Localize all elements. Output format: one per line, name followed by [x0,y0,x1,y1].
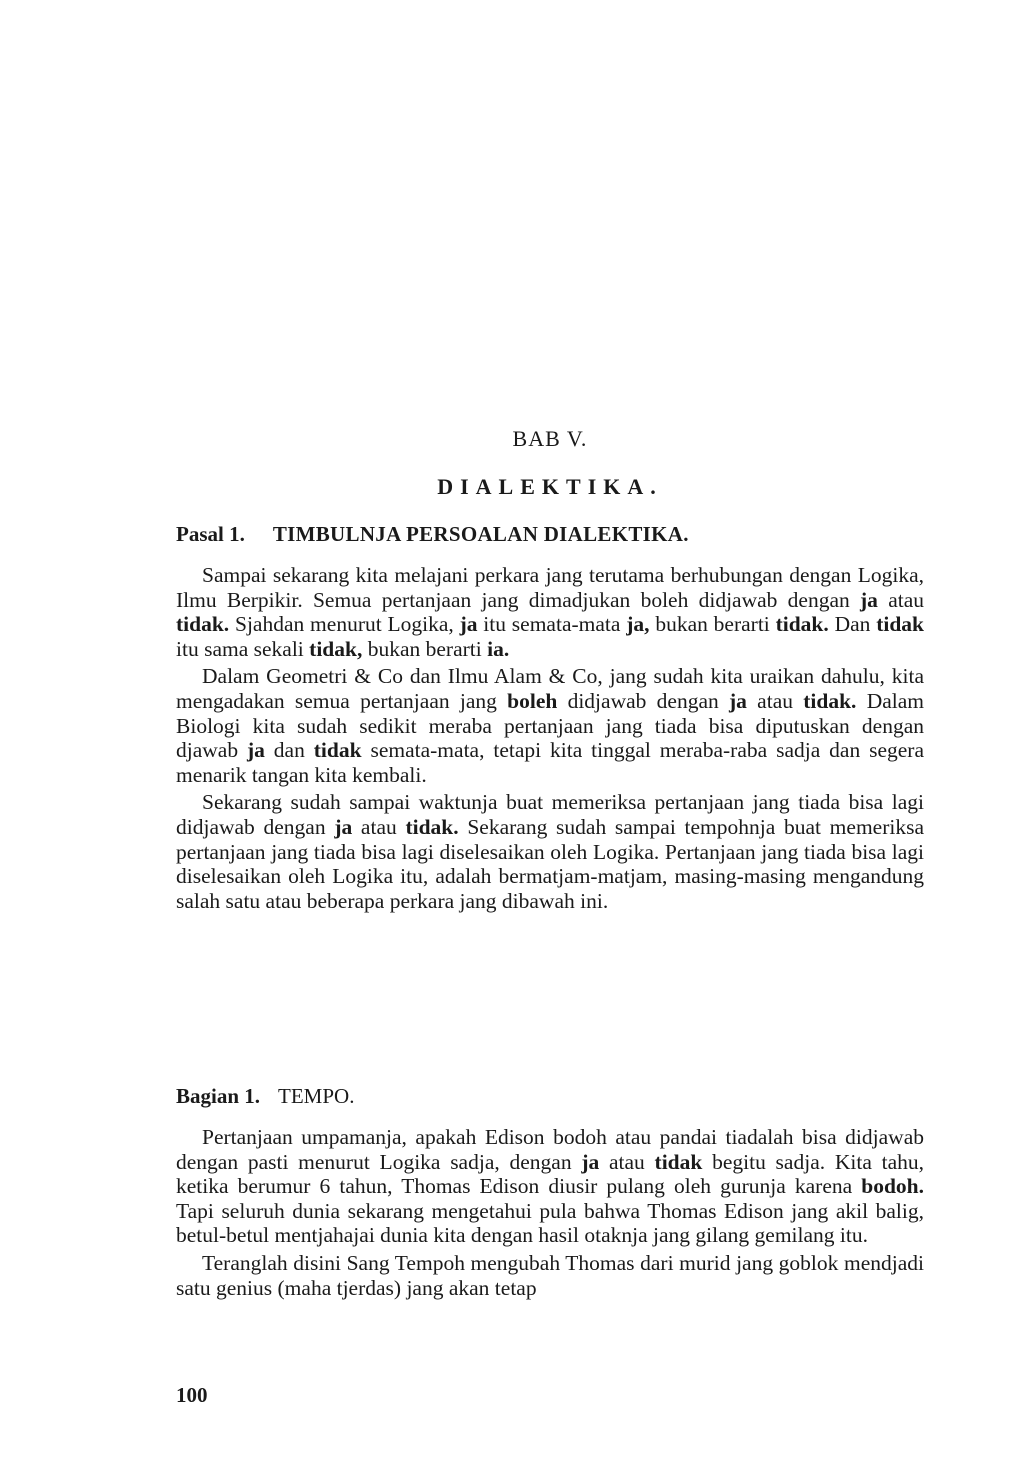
text-run: atau [746,688,804,713]
text-run: dan [264,738,314,763]
text-run: Teranglah disini Sang Tempoh mengubah Thomas dari murid jang goblok mendjadi satu genius (maha tjerdas) jang akan tetap [176,1250,924,1300]
emphasis-text: ja [729,688,747,713]
text-run: Dan [828,612,877,637]
text-run: Sekarang sudah sampai tempohnja buat memeriksa pertanjaan jang tiada bisa lagi diselesaikan oleh Logika. Pertanjaan jang tiada bisa lagi diselesaikan oleh Logika itu, adalah bermatjam-matjam, masing-masing mengandung salah satu atau beberapa perkara jang dibawah ini. [176,814,925,913]
text-run: itu sama sekali [176,636,310,661]
emphasis-text: ja [246,738,265,763]
paragraph [176,790,924,913]
emphasis-text: bodoh. [861,1174,924,1199]
text-run: begitu sadja. Kita tahu, ketika berumur 6 tahun, Thomas Edison diusir pulang oleh gurunja karena [176,1149,924,1199]
emphasis-text: tidak [654,1149,703,1174]
text-run: Pertanjaan umpamanja, apakah Edison bodoh atau pandai tiadalah bisa didjawab dengan pasti menurut Logika sadja, dengan [176,1125,924,1174]
page-number: 100 [176,1383,208,1407]
text-run: Sjahdan menurut Logika, [229,612,460,637]
text-run: semata-mata, tetapi kita tinggal meraba-raba sadja dan segera menarik tangan kita kembali. [176,738,924,787]
emphasis-text: tidak [313,738,362,763]
subsection-label: Bagian 1. [176,1084,261,1108]
emphasis-text: ia. [487,636,510,661]
subsection-heading [176,1084,354,1109]
subsection-body [176,1125,924,1303]
emphasis-text: ja [860,587,878,612]
emphasis-text: ja [459,612,478,637]
emphasis-text: tidak. [775,612,829,637]
text-run: atau [352,814,406,839]
emphasis-text: tidak [876,612,924,637]
text-run: itu semata-mata [477,612,627,637]
emphasis-text: boleh [507,688,558,713]
chapter-title: DIALEKTIKA. [437,474,663,499]
text-run: bukan berarti [362,636,488,661]
emphasis-text: tidak. [405,814,459,839]
text-run: Sampai sekarang kita melajani perkara jang terutama berhubungan dengan Logika, Ilmu Berpikir. Semua pertanjaan jang dimadjukan boleh didjawab dengan [176,563,924,612]
emphasis-text: ja, [626,612,650,637]
emphasis-text: ja [334,814,353,839]
text-run: Tapi seluruh dunia sekarang mengetahui pula bahwa Thomas Edison jang akil balig, betul-betul mentjahajai dunia kita dengan hasil otaknja jang gilang gemilang itu. [176,1198,924,1248]
section-body [176,563,924,916]
text-run: bukan berarti [649,612,776,637]
text-run: atau [877,587,925,612]
paragraph [176,1251,924,1300]
emphasis-text: ja [581,1149,600,1174]
section-heading [176,522,689,547]
text-run: atau [599,1149,655,1174]
text-run: Sekarang sudah sampai waktunja buat memeriksa pertanjaan jang tiada bisa lagi didjawab dengan [176,790,924,839]
subsection-title: TEMPO. [278,1084,355,1108]
section-title: TIMBULNJA PERSOALAN DIALEKTIKA. [272,522,689,546]
paragraph [176,1125,924,1248]
emphasis-text: tidak. [803,688,857,713]
paragraph [176,664,924,787]
paragraph [176,563,924,661]
chapter-label: BAB V. [512,426,588,451]
text-run: didjawab dengan [557,688,729,713]
text-run: Dalam Biologi kita sudah sedikit meraba pertanjaan jang tiada bisa diputuskan dengan djawab [176,688,925,763]
text-run: Dalam Geometri & Co dan Ilmu Alam & Co, jang sudah kita uraikan dahulu, kita mengadakan semua pertanjaan jang [176,664,924,713]
emphasis-text: tidak, [309,636,363,661]
section-label: Pasal 1. [176,522,245,546]
emphasis-text: tidak. [176,612,230,637]
